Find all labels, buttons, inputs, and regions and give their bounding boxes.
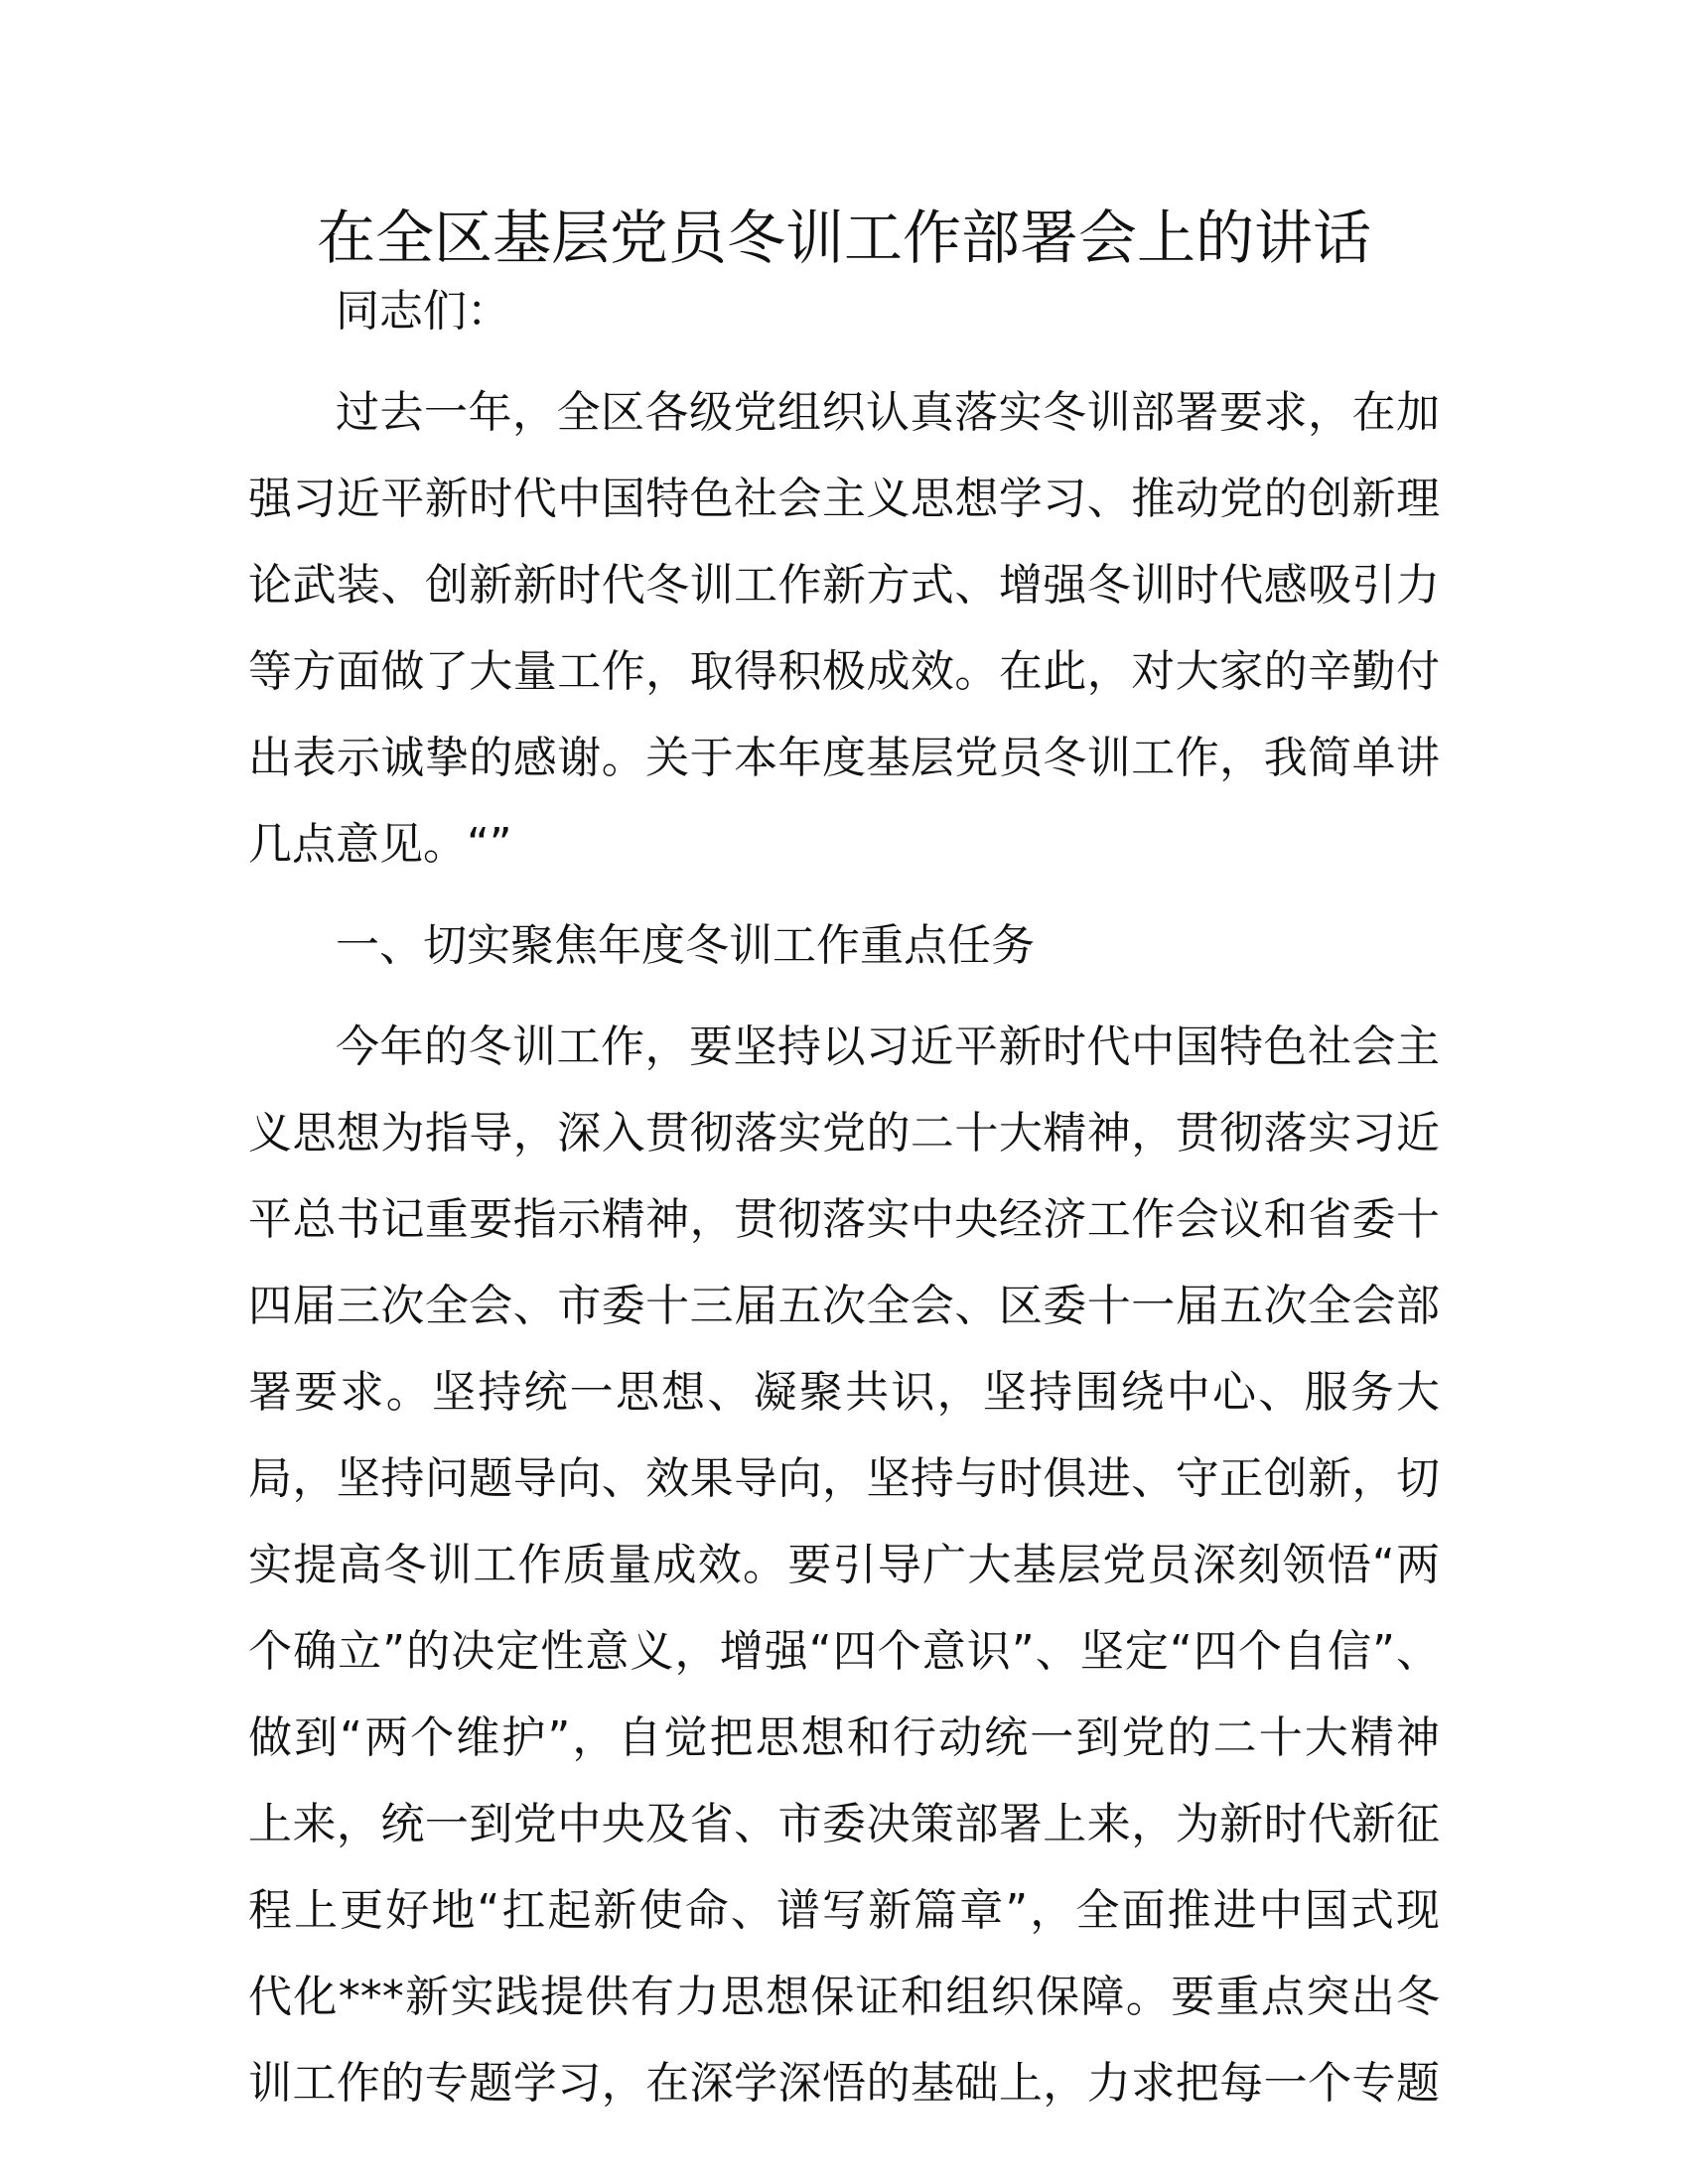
text-line: 等方面做了大量工作，取得积极成效。在此，对大家的辛勤付 (248, 646, 1440, 697)
text-line: 过去一年，全区各级党组织认真落实冬训部署要求，在加 (336, 387, 1440, 438)
document-title: 在全区基层党员冬训工作部署会上的讲话 (316, 204, 1371, 272)
paragraph-2 (248, 1004, 1440, 2126)
text-line: 强习近平新时代中国特色社会主义思想学习、推动党的创新理 (248, 474, 1440, 524)
text-line: 实提高冬训工作质量成效。要引导广大基层党员深刻领悟“两 (248, 1540, 1440, 1590)
text-line: 义思想为指导，深入贯彻落实党的二十大精神，贯彻落实习近 (248, 1108, 1440, 1159)
text-line: 做到“两个维护”，自觉把思想和行动统一到党的二十大精神 (248, 1712, 1440, 1763)
text-line: 出表示诚挚的感谢。关于本年度基层党员冬训工作，我简单讲 (248, 733, 1440, 783)
text-line: 署要求。坚持统一思想、凝聚共识，坚持围绕中心、服务大 (248, 1367, 1440, 1418)
salutation: 同志们： (336, 286, 510, 337)
document-body (248, 268, 1440, 2126)
text-line: 平总书记重要指示精神，贯彻落实中央经济工作会议和省委十 (248, 1194, 1440, 1245)
text-line: 上来，统一到党中央及省、市委决策部署上来，为新时代新征 (248, 1799, 1440, 1849)
text-line: 代化***新实践提供有力思想保证和组织保障。要重点突出冬 (248, 1972, 1440, 2022)
text-line: 论武装、创新新时代冬训工作新方式、增强冬训时代感吸引力 (248, 560, 1440, 611)
section-heading: 一、切实聚焦年度冬训工作重点任务 (336, 920, 1035, 971)
text-line: 几点意见。“” (248, 819, 512, 870)
text-line: 程上更好地“扛起新使命、谱写新篇章”，全面推进中国式现 (248, 1885, 1440, 1936)
text-line: 四届三次全会、市委十三届五次全会、区委十一届五次全会部 (248, 1281, 1440, 1331)
text-line: 个确立”的决定性意义，增强“四个意识”、坚定“四个自信”、 (248, 1626, 1440, 1677)
paragraph-1 (248, 369, 1440, 887)
text-line: 训工作的专题学习，在深学深悟的基础上，力求把每一个专题 (248, 2058, 1440, 2109)
text-line: 局，坚持问题导向、效果导向，坚持与时俱进、守正创新，切 (248, 1453, 1440, 1504)
section-heading-1 (248, 902, 1440, 989)
text-line: 今年的冬训工作，要坚持以习近平新时代中国特色社会主 (336, 1022, 1440, 1072)
